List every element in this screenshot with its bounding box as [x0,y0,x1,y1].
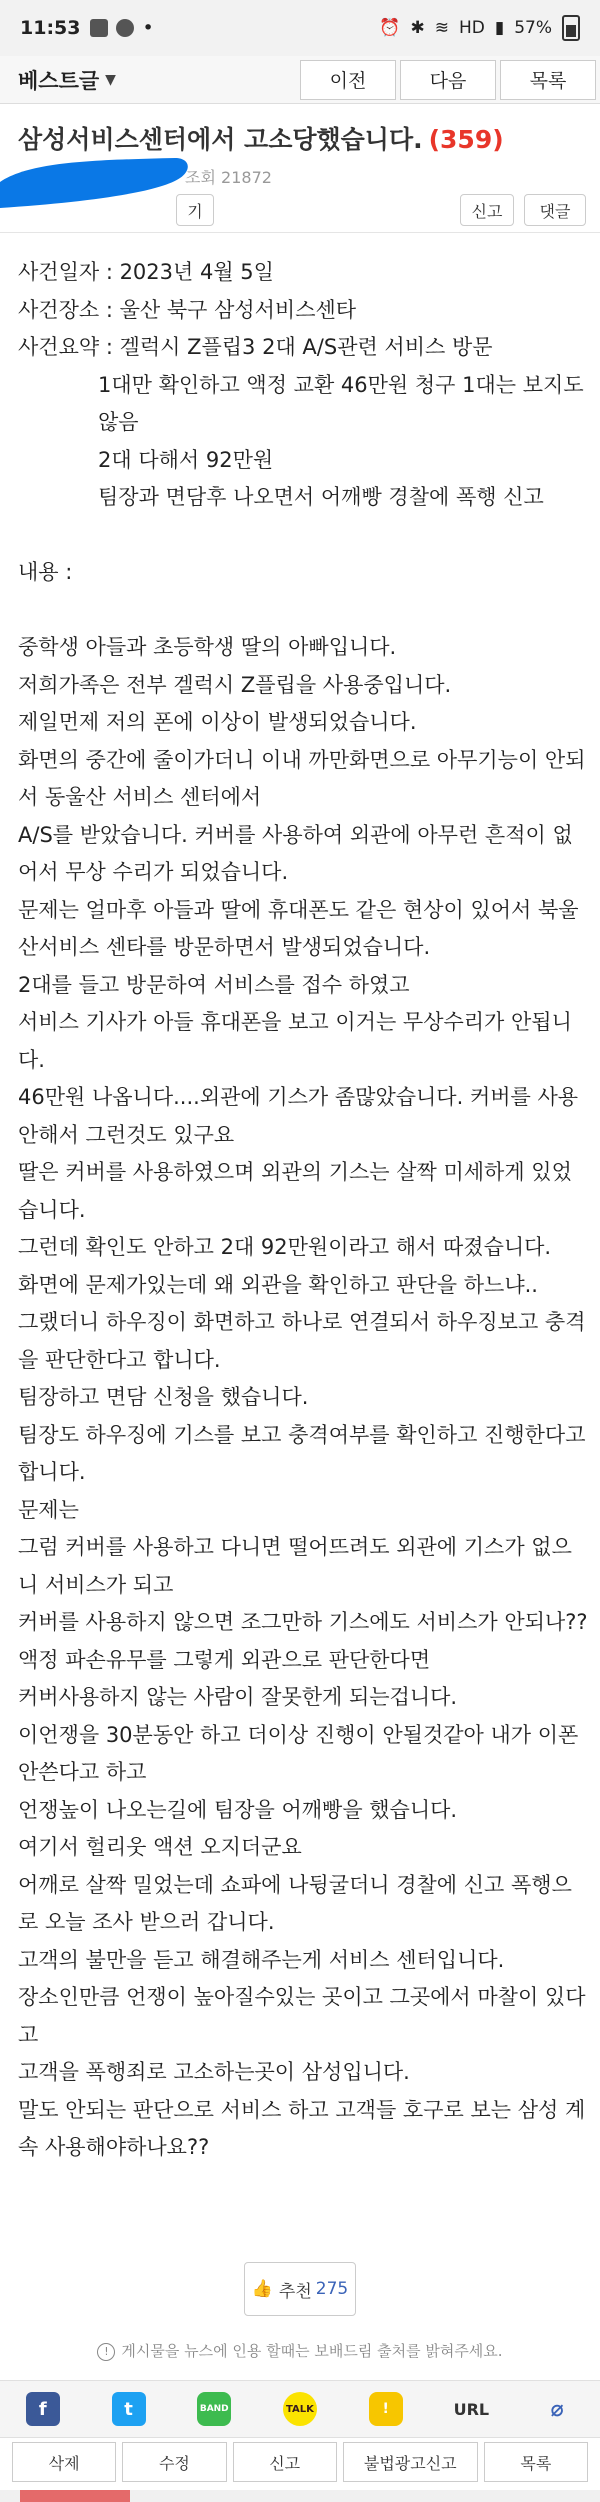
body-paragraph: 이언쟁을 30분동안 하고 더이상 진행이 안될것같아 내가 이폰 안쓴다고 하고 [18,1722,585,1784]
body-paragraph: 액정 파손유무를 그렇게 외관으로 판단한다면 [18,1647,431,1672]
post-title [18,120,504,156]
author-button[interactable] [176,194,214,226]
body-paragraph: A/S를 받았습니다. 커버를 사용하여 외관에 아무런 흔적이 없어서 무상 수리가 되었습니다. [18,822,573,884]
summary-line: 1대만 확인하고 액정 교환 46만원 청구 1대는 보지도 않음 [98,372,591,434]
incident-date: 사건일자 : 2023년 4월 5일 [18,260,274,284]
body-paragraph: 그랬더니 하우징이 화면하고 하나로 연결되서 하우징보고 충격을 판단한다고 합니다. [18,1310,586,1372]
kakaotalk-icon[interactable]: TALK [283,2392,317,2426]
body-paragraph: 46만원 나옵니다....외관에 기스가 좀많았습니다. 커버를 사용 안해서 그런것도 있구요 [18,1085,585,1147]
body-paragraphs [18,629,593,2167]
list-button[interactable]: 목록 [500,60,596,100]
post-views: 조회 21872 [185,168,272,187]
author-button-label: 기 [187,201,203,221]
body-paragraph: 고객의 불만을 듣고 해결해주는게 서비스 센터입니다. [18,1947,505,1972]
report-spam-button[interactable]: 불법광고신고 [343,2442,478,2482]
battery-percent: 57% [514,18,552,38]
body-paragraph: 그럼 커버를 사용하고 다니면 떨어뜨려도 외관에 기스가 없으니 서비스가 되고 [18,1535,572,1597]
bluetooth-icon: ✱ [410,18,425,38]
recommend-count: 275 [315,2279,349,2299]
hd-signal-label: HD [458,18,485,38]
summary-line: 2대 다해서 92만원 [98,447,274,472]
body-paragraph: 팀장도 하우징에 기스를 보고 충격여부를 확인하고 진행한다고 합니다. [18,1422,593,1484]
recommend-button[interactable] [244,2262,356,2316]
back-to-list-button[interactable]: 목록 [484,2442,588,2482]
body-paragraph: 팀장하고 면담 신청을 했습니다. [18,1385,309,1409]
notice-text: 게시물을 뉴스에 인용 할때는 보배드림 출처를 밝혀주세요. [121,2342,503,2360]
facebook-icon[interactable]: f [26,2392,60,2426]
url-copy-button[interactable]: URL [453,2399,490,2419]
body-paragraph: 제일먼제 저의 폰에 이상이 발생되었습니다. [18,710,417,734]
reply-button-label: 댓글 [539,201,571,221]
prev-button[interactable]: 이전 [300,60,396,100]
preview-thumbnail[interactable] [20,2490,130,2502]
status-time: 11:53 [20,17,81,39]
body-paragraph: 커버를 사용하지 않으면 조그만하 기스에도 서비스가 안되나?? [18,1610,588,1634]
delete-button[interactable]: 삭제 [12,2442,116,2482]
title-divider [0,232,600,233]
citation-notice [0,2340,600,2361]
body-paragraph: 언쟁높이 나오는길에 팀장을 어깨빵을 했습니다. [18,1797,458,1822]
chevron-down-icon: ▼ [105,71,116,88]
post-content [18,254,593,2167]
report-post-button[interactable]: 신고 [233,2442,337,2482]
gallery-notification-icon [90,19,108,37]
status-bar [0,0,600,56]
body-paragraph: 어깨로 살짝 밀었는데 쇼파에 나뒹굴더니 경찰에 신고 폭행으로 오늘 조사 받으러 갑니다. [18,1872,572,1934]
recommend-label: 추천 [278,2281,312,2302]
body-paragraph: 중학생 아들과 초등학생 딸의 아빠입니다. [18,635,397,659]
body-paragraph: 딸은 커버를 사용하였으며 외관의 기스는 살짝 미세하게 있었습니다. [18,1160,572,1222]
board-nav [0,56,600,104]
more-dots-icon: • [142,17,154,39]
incident-place: 사건장소 : 울산 북구 삼성서비스센타 [18,297,357,322]
body-paragraph: 여기서 헐리웃 액션 오지더군요 [18,1835,302,1859]
redaction-scribble [0,152,195,210]
board-name: 베스트글 [18,68,100,93]
summary-line: 팀장과 면담후 나오면서 어깨빵 경찰에 폭행 신고 [98,485,544,509]
twitter-icon[interactable]: t [112,2392,146,2426]
incident-summary: 사건요약 : 겔럭시 Z플립3 2대 A/S관련 서비스 방문 [18,335,493,359]
body-paragraph: 화면의 중간에 줄이가더니 이내 까만화면으로 아무기능이 안되서 동울산 서비스 센터에서 [18,747,586,809]
body-paragraph: 장소인만큼 언쟁이 높아질수있는 곳이고 그곳에서 마찰이 있다고 [18,1985,586,2047]
info-icon: ! [97,2343,115,2361]
band-icon[interactable]: BAND [197,2392,231,2426]
body-paragraph: 저희가족은 전부 겔럭시 Z플립을 사용중입니다. [18,672,452,697]
signal-bars-icon: ▮ [494,18,505,38]
body-label: 내용 : [18,560,73,584]
wifi-icon: ≋ [434,18,449,38]
kakaostory-icon[interactable]: ! [369,2392,403,2426]
post-action-bar [0,2442,600,2488]
next-button[interactable]: 다음 [400,60,496,100]
edit-button[interactable]: 수정 [122,2442,226,2482]
body-paragraph: 문제는 [18,1497,79,1522]
report-button[interactable] [460,194,514,226]
thumbs-up-icon: 👍 [251,2279,273,2299]
body-paragraph: 그런데 확인도 안하고 2대 92만원이라고 해서 따졌습니다. [18,1235,552,1259]
post-title-text: 삼성서비스센터에서 고소당했습니다. [18,125,423,154]
battery-icon [562,15,580,41]
reply-button[interactable] [524,194,586,226]
body-paragraph: 2대를 들고 방문하여 서비스를 접수 하였고 [18,972,410,997]
body-paragraph: 화면에 문제가있는데 왜 외관을 확인하고 판단을 하느냐.. [18,1272,538,1297]
alarm-icon: ⏰ [379,18,401,38]
board-selector[interactable] [0,65,300,95]
body-paragraph: 커버사용하지 않는 사람이 잘못한게 되는겁니다. [18,1685,458,1709]
paperclip-icon[interactable]: ⌀ [550,2396,564,2422]
body-paragraph: 고객을 폭행죄로 고소하는곳이 삼성입니다. [18,2060,410,2084]
report-button-label: 신고 [471,201,503,221]
body-paragraph: 말도 안되는 판단으로 서비스 하고 고객들 호구로 보는 삼성 계속 사용해야하나요?? [18,2097,586,2159]
talk-notification-icon [116,19,134,37]
body-paragraph: 서비스 기사가 아들 휴대폰을 보고 이거는 무상수리가 안됩니다. [18,1010,572,1072]
body-paragraph: 문제는 얼마후 아들과 딸에 휴대폰도 같은 현상이 있어서 북울산서비스 센타를 방문하면서 발생되었습니다. [18,897,579,959]
share-bar [0,2380,600,2438]
comment-count[interactable]: (359) [428,125,504,154]
